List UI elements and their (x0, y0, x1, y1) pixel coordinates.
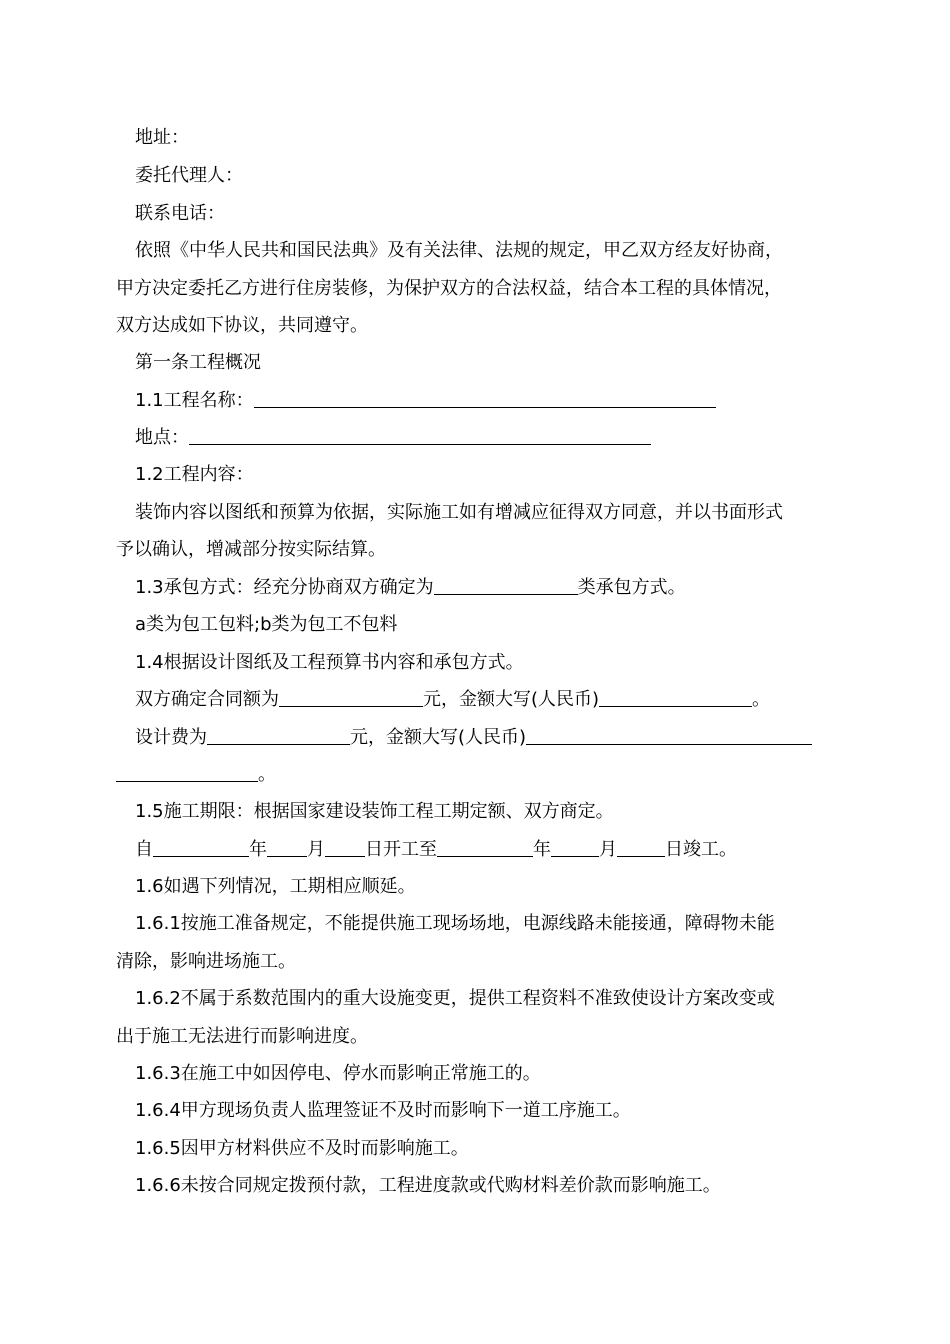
end-year-blank (437, 838, 533, 857)
design-fee-blank (207, 726, 350, 745)
contract-amount-label: 双方确定合同额为 (135, 689, 279, 710)
location-row (135, 426, 651, 450)
clause-1-6-1-line-2: 清除，影响进场施工。 (116, 951, 296, 972)
start-year-blank (153, 838, 249, 857)
end-day-blank (617, 838, 665, 857)
design-fee-words-blank (526, 726, 812, 745)
design-fee-words-blank-cont (116, 763, 258, 782)
contract-method-blank (434, 576, 578, 595)
clause-1-6-3: 1.6.3在施工中如因停电、停水而影响正常施工的。 (135, 1063, 541, 1084)
agent-label: 委托代理人： (135, 165, 243, 186)
article-1-heading: 第一条工程概况 (135, 352, 261, 373)
contract-method-row (135, 576, 686, 600)
date-range-row (135, 838, 737, 862)
design-fee-label: 设计费为 (135, 727, 207, 748)
delay-conditions-line: 1.6如遇下列情况，工期相应顺延。 (135, 876, 416, 897)
end-month-label: 月 (599, 839, 617, 860)
content-line-1: 装饰内容以图纸和预算为依据，实际施工如有增减应征得双方同意，并以书面形式 (135, 502, 783, 523)
clause-1-6-2-line-1: 1.6.2不属于系数范围内的重大设施变更，提供工程资料不准致使设计方案改变或 (135, 988, 775, 1009)
end-year-label: 年 (533, 839, 551, 860)
location-blank (189, 426, 651, 445)
clause-1-6-6: 1.6.6未按合同规定拨预付款，工程进度款或代购材料差价款而影响施工。 (135, 1175, 721, 1196)
start-day-blank (325, 838, 365, 857)
start-day-label: 日开工至 (365, 839, 437, 860)
contract-method-text: 1.3承包方式：经充分协商双方确定为 (135, 577, 434, 598)
phone-label: 联系电话： (135, 203, 225, 224)
clause-1-6-5: 1.6.5因甲方材料供应不及时而影响施工。 (135, 1138, 469, 1159)
start-month-blank (267, 838, 307, 857)
design-fee-row-cont (116, 763, 276, 787)
project-name-row (135, 389, 716, 413)
design-fee-words-label: 元，金额大写(人民币) (350, 727, 527, 748)
contract-amount-blank (279, 688, 423, 707)
intro-line-3: 双方达成如下协议，共同遵守。 (116, 315, 368, 336)
project-name-label: 1.1工程名称： (135, 390, 254, 411)
start-year-label: 年 (249, 839, 267, 860)
design-fee-end: 。 (258, 764, 276, 785)
construction-period-line: 1.5施工期限：根据国家建设装饰工程工期定额、双方商定。 (135, 801, 614, 822)
content-line-2: 予以确认，增减部分按实际结算。 (116, 539, 386, 560)
ab-type-note: a类为包工包料;b类为包工不包料 (135, 614, 398, 635)
budget-basis-line: 1.4根据设计图纸及工程预算书内容和承包方式。 (135, 652, 524, 673)
design-fee-row (135, 726, 812, 750)
clause-1-6-1-line-1: 1.6.1按施工准备规定，不能提供施工现场场地，电源线路未能接通，障碍物未能 (135, 913, 775, 934)
intro-line-2: 甲方决定委托乙方进行住房装修，为保护双方的合法权益，结合本工程的具体情况， (116, 278, 782, 299)
project-name-blank (254, 389, 716, 408)
end-day-label: 日竣工。 (665, 839, 737, 860)
contract-amount-words-label: 元，金额大写(人民币) (423, 689, 600, 710)
clause-1-6-4: 1.6.4甲方现场负责人监理签证不及时而影响下一道工序施工。 (135, 1100, 631, 1121)
contract-amount-end: 。 (752, 689, 771, 710)
clause-1-6-2-line-2: 出于施工无法进行而影响进度。 (116, 1026, 368, 1047)
contract-amount-words-blank (599, 688, 752, 707)
project-content-label: 1.2工程内容： (135, 464, 254, 485)
contract-method-suffix: 类承包方式。 (577, 577, 686, 598)
from-label: 自 (135, 839, 153, 860)
location-label: 地点： (135, 427, 189, 448)
end-month-blank (551, 838, 599, 857)
start-month-label: 月 (307, 839, 325, 860)
intro-line-1: 依照《中华人民共和国民法典》及有关法律、法规的规定，甲乙双方经友好协商， (135, 240, 783, 261)
address-label: 地址： (135, 127, 189, 148)
contract-amount-row (135, 688, 770, 712)
